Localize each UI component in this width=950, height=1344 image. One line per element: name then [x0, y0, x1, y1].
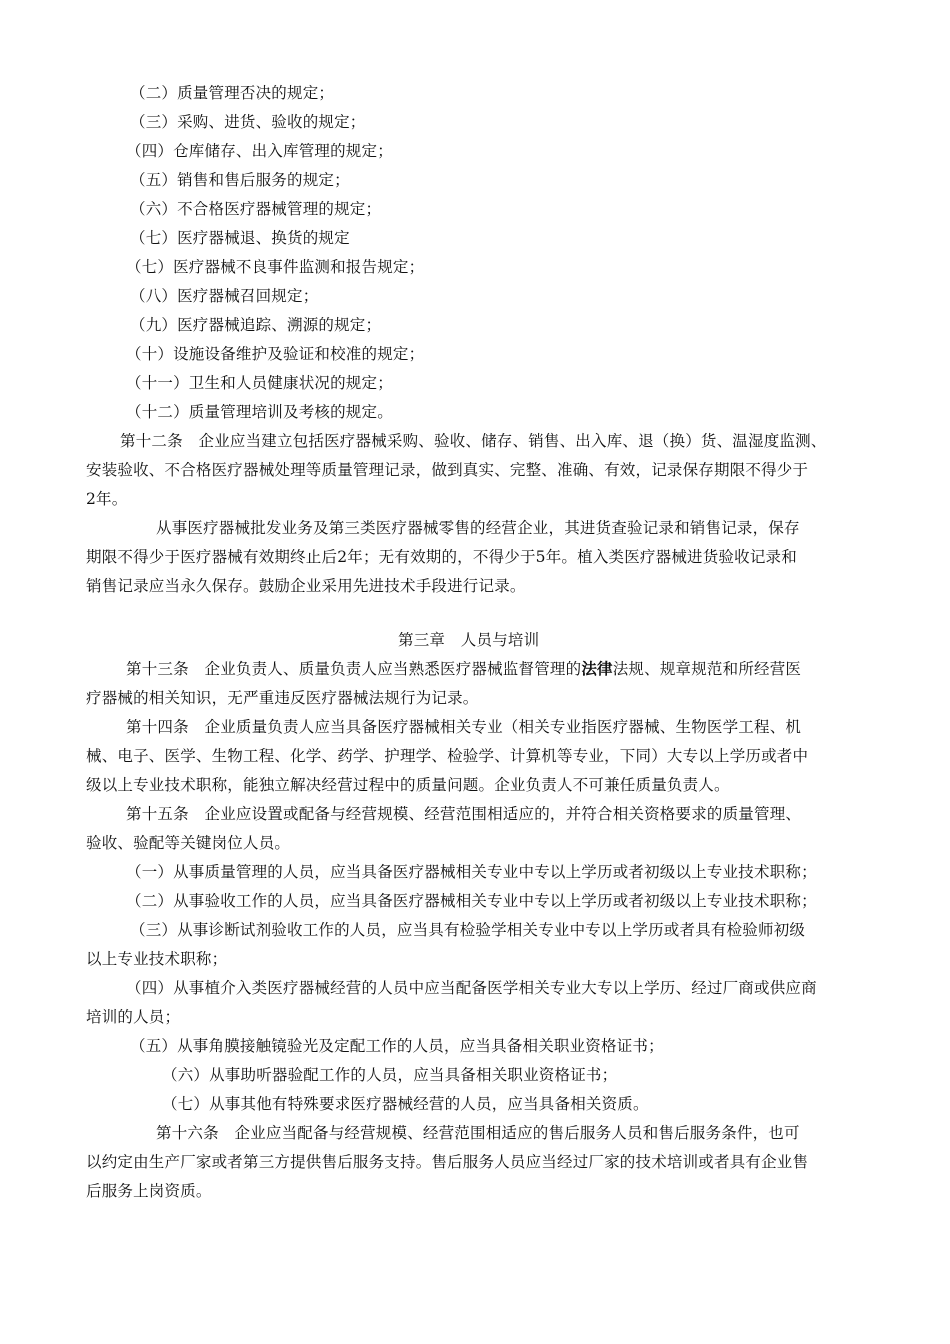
article-15-line: 验收、验配等关键岗位人员。 — [86, 834, 291, 852]
list-item: （八）医疗器械召回规定； — [130, 287, 319, 305]
list-item: （六）不合格医疗器械管理的规定； — [130, 200, 382, 218]
article-15-item: （二）从事验收工作的人员，应当具备医疗器械相关专业中专以上学历或者初级以上专业技术职称； — [126, 892, 817, 910]
article-13-bold-text: 法律 — [581, 660, 613, 678]
article-15-line: 第十五条 企业应设置或配备与经营规模、经营范围相适应的，并符合相关资格要求的质量管理、 — [126, 805, 802, 823]
list-item: （五）销售和售后服务的规定； — [130, 171, 350, 189]
article-16-line: 以约定由生产厂家或者第三方提供售后服务支持。售后服务人员应当经过厂家的技术培训或者具有企业售 — [86, 1153, 809, 1171]
article-15-item: （一）从事质量管理的人员，应当具备医疗器械相关专业中专以上学历或者初级以上专业技术职称； — [126, 863, 817, 881]
article-15-item: （四）从事植介入类医疗器械经营的人员中应当配备医学相关专业大专以上学历、经过厂商或供应商 — [126, 979, 817, 997]
article-12-p2-line: 销售记录应当永久保存。鼓励企业采用先进技术手段进行记录。 — [86, 577, 526, 595]
article-16-line: 第十六条 企业应当配备与经营规模、经营范围相适应的售后服务人员和售后服务条件，也可 — [156, 1124, 800, 1142]
list-item: （十一）卫生和人员健康状况的规定； — [126, 374, 393, 392]
list-item: （九）医疗器械追踪、溯源的规定； — [130, 316, 382, 334]
article-12-line: 2年。 — [86, 490, 128, 508]
article-15-item: （七）从事其他有特殊要求医疗器械经营的人员，应当具备相关资质。 — [162, 1095, 649, 1113]
article-13-line — [126, 659, 801, 679]
article-13-text: 法规、规章规范和所经营医 — [612, 660, 802, 678]
list-item: （十二）质量管理培训及考核的规定。 — [126, 403, 393, 421]
list-item: （七）医疗器械退、换货的规定 — [130, 229, 350, 247]
article-12-p2-line: 期限不得少于医疗器械有效期终止后2年；无有效期的，不得少于5年。植入类医疗器械进货验收记录和 — [86, 548, 797, 566]
article-15-item: （六）从事助听器验配工作的人员，应当具备相关职业资格证书； — [162, 1066, 618, 1084]
list-item: （四）仓库储存、出入库管理的规定； — [126, 142, 393, 160]
article-14-line: 第十四条 企业质量负责人应当具备医疗器械相关专业（相关专业指医疗器械、生物医学工程、机 — [126, 718, 802, 736]
article-16-line: 后服务上岗资质。 — [86, 1182, 212, 1200]
article-15-item: 培训的人员； — [86, 1008, 181, 1026]
article-14-line: 级以上专业技术职称，能独立解决经营过程中的质量问题。企业负责人不可兼任质量负责人。 — [86, 776, 730, 794]
list-item: （十）设施设备维护及验证和校准的规定； — [126, 345, 425, 363]
article-12-line: 安装验收、不合格医疗器械处理等质量管理记录，做到真实、完整、准确、有效，记录保存期限不得少于 — [86, 461, 809, 479]
chapter-title: 第三章 人员与培训 — [398, 631, 540, 649]
article-13-text: 第十三条 企业负责人、质量负责人应当熟悉医疗器械监督管理的 — [126, 660, 582, 678]
article-15-item: （五）从事角膜接触镜验光及定配工作的人员，应当具备相关职业资格证书； — [130, 1037, 664, 1055]
article-15-item: 以上专业技术职称； — [86, 950, 228, 968]
article-14-line: 械、电子、医学、生物工程、化学、药学、护理学、检验学、计算机等专业，下同）大专以上学历或者中 — [86, 747, 809, 765]
list-item: （三）采购、进货、验收的规定； — [130, 113, 366, 131]
article-12-line: 第十二条 企业应当建立包括医疗器械采购、验收、储存、销售、出入库、退（换）货、温湿度监测、 — [120, 432, 827, 450]
list-item: （二）质量管理否决的规定； — [130, 84, 335, 102]
article-13-line: 疗器械的相关知识，无严重违反医疗器械法规行为记录。 — [86, 689, 479, 707]
article-12-p2-line: 从事医疗器械批发业务及第三类医疗器械零售的经营企业，其进货查验记录和销售记录，保存 — [156, 519, 800, 537]
list-item: （七）医疗器械不良事件监测和报告规定； — [126, 258, 425, 276]
article-15-item: （三）从事诊断试剂验收工作的人员，应当具有检验学相关专业中专以上学历或者具有检验师初级 — [130, 921, 806, 939]
